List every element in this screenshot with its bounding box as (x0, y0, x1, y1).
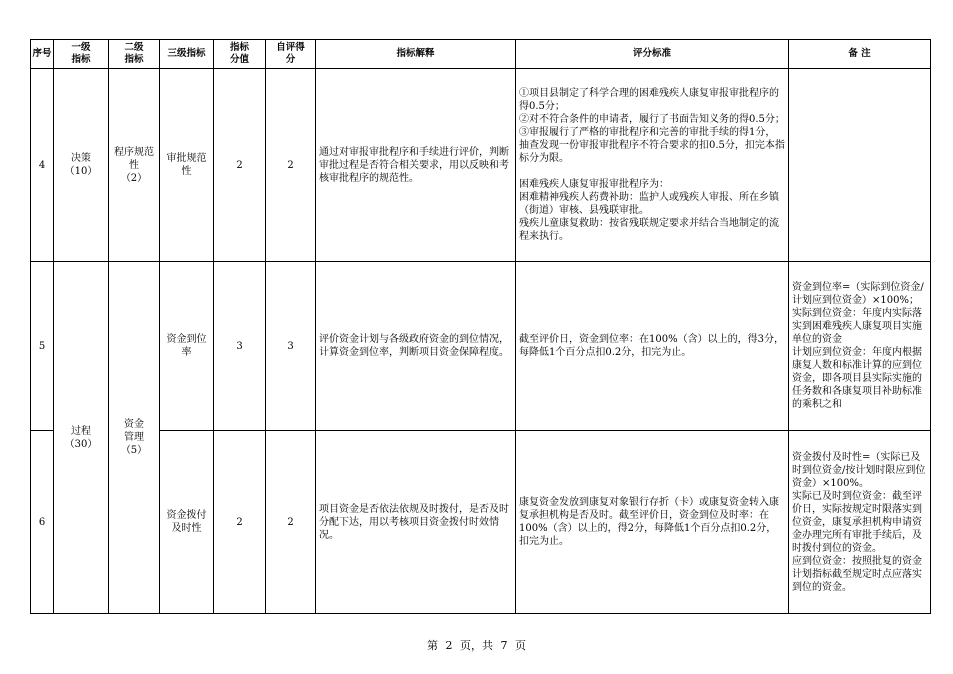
evaluation-table (30, 39, 931, 614)
header-self-score: 自评得 分 (266, 40, 316, 69)
row5-self-score: 3 (266, 262, 316, 431)
notes-line: 实际到位资金：年度内实际落实到困难残疾人康复项目实施单位的资金 (792, 308, 922, 345)
row6-level3: 资金拨付 及时性 (160, 431, 214, 614)
notes-line: 资金到位率=（实际到位资金/计划应到位资金）×100%； (792, 282, 924, 306)
row5-weight: 3 (214, 262, 266, 431)
table-row (31, 431, 931, 614)
page-footer (0, 637, 953, 653)
criteria-line: ③审报履行了严格的审批程序和完善的审批手续的得1分，抽查发现一份审报审批程序不符合要求的扣0.5分，扣完本指标分为限。 (519, 127, 785, 164)
footer-page-number: 2 (445, 639, 453, 652)
row4-explanation: 通过对审报审批程序和手续进行评价，判断审批过程是否符合相关要求，用以反映和考核审批程序的规范性。 (316, 69, 516, 262)
row4-level2: 程序规范 性 （2） (109, 69, 160, 262)
criteria-line: ①项目县制定了科学合理的困难残疾人康复审报审批程序的得0.5分； (519, 88, 779, 112)
notes-line: 应到位资金：按照批复的资金计划指标截至规定时点应落实到位的资金。 (792, 555, 922, 593)
row5-explanation: 评价资金计划与各级政府资金的到位情况，计算资金到位率，判断项目资金保障程度。 (316, 262, 516, 431)
row6-notes (789, 431, 931, 614)
notes-line: 资金拨付及时性=（实际已及时到位资金/按计划时限应到位资金）×100%。 (792, 451, 926, 489)
header-row (31, 40, 931, 69)
criteria-line: 困难精神残疾人药费补助：监护人或残疾人审报、所在乡镇（街道）审核、县残联审批。 (519, 192, 779, 216)
row4-weight: 2 (214, 69, 266, 262)
header-level3: 三级指标 (160, 40, 214, 69)
header-criteria: 评分标准 (516, 40, 789, 69)
row5-level2: 资金 管理 （5） (109, 262, 160, 614)
header-seq: 序号 (31, 40, 54, 69)
row5-criteria: 截至评价日，资金到位率：在100%（含）以上的，得3分，每降低1个百分点扣0.2分，扣完为止。 (516, 262, 789, 431)
row5-notes (789, 262, 931, 431)
row4-level1: 决策 （10） (54, 69, 109, 262)
criteria-line: ②对不符合条件的申请者，履行了书面告知义务的得0.5分； (519, 114, 785, 125)
header-explanation: 指标解释 (316, 40, 516, 69)
row4-self-score: 2 (266, 69, 316, 262)
row4-seq: 4 (31, 69, 54, 262)
row5-seq: 5 (31, 262, 54, 431)
header-notes: 备 注 (789, 40, 931, 69)
row4-criteria (516, 69, 789, 262)
row6-criteria: 康复资金发放到康复对象银行存折（卡）或康复资金转入康复承担机构是否及时。截至评价日，资金到位及时率：在100%（含）以上的，得2分，每降低1个百分点扣0.2分，扣完为止。 (516, 431, 789, 614)
row5-level1: 过程 （30） (54, 262, 109, 614)
criteria-gap (519, 165, 785, 178)
row6-explanation: 项目资金是否依法依规及时拨付，是否及时分配下达，用以考核项目资金拨付时效情况。 (316, 431, 516, 614)
footer-suffix: 页 (515, 639, 526, 652)
table-row (31, 262, 931, 431)
row4-notes (789, 69, 931, 262)
criteria-line: 困难残疾人康复审报审批程序为： (519, 179, 669, 190)
table-row (31, 69, 931, 262)
notes-line: 计划应到位资金：年度内根据康复人数和标准计算的应到位资金，即各项目县实际实施的任务数和各康复项目补助标准的乘积之和 (792, 347, 922, 410)
row5-level3: 资金到位 率 (160, 262, 214, 431)
footer-total-pages: 7 (500, 639, 508, 652)
row6-seq: 6 (31, 431, 54, 614)
footer-mid: 页，共 (460, 639, 493, 652)
footer-prefix: 第 (427, 639, 438, 652)
row4-level3: 审批规范 性 (160, 69, 214, 262)
row6-self-score: 2 (266, 431, 316, 614)
header-level2: 二级 指标 (109, 40, 160, 69)
row6-weight: 2 (214, 431, 266, 614)
header-weight: 指标 分值 (214, 40, 266, 69)
notes-line: 实际已及时到位资金：截至评价日，实际按规定时限落实到位资金，康复承担机构申请资金办理完所有审批手续后，及时拨付到位的资金。 (792, 490, 922, 554)
header-level1: 一级 指标 (54, 40, 109, 69)
criteria-line: 残疾儿童康复救助：按省残联规定要求并结合当地制定的流程来执行。 (519, 218, 779, 242)
